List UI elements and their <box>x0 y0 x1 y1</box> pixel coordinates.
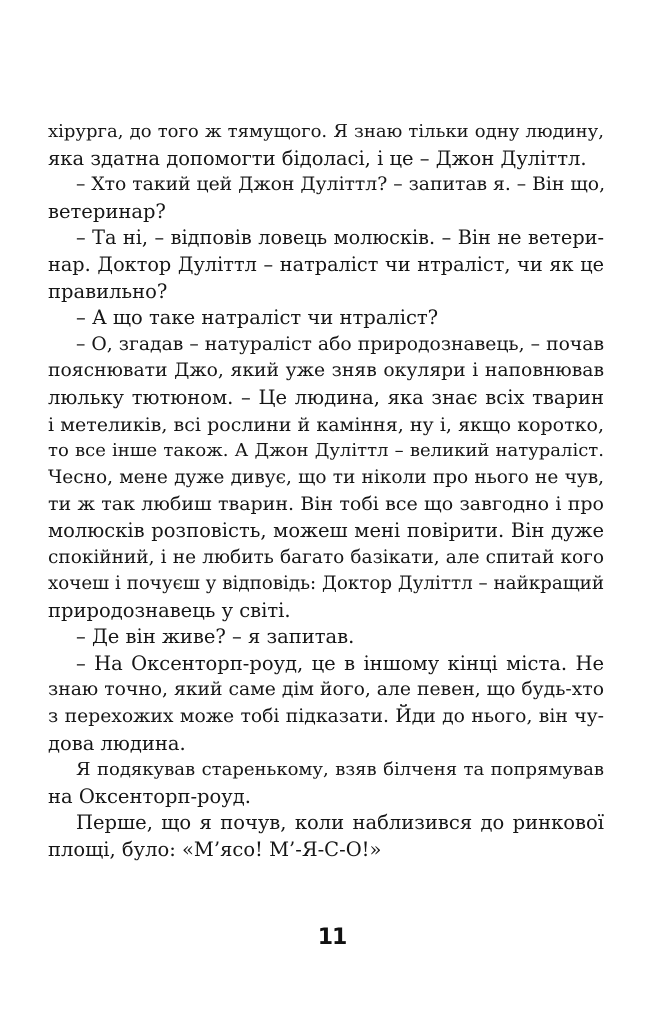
text-line: спокійний, і не любить багато базікати, але спитай кого <box>48 546 604 568</box>
text-line: з перехожих може тобі підказати. Йди до нього, він чу- <box>48 706 604 728</box>
text-line: природознавець у світі. <box>48 598 291 622</box>
text-line: ветеринар? <box>48 199 166 223</box>
text-line: дова людина. <box>48 731 186 755</box>
body-text <box>48 119 604 864</box>
text-line: Я подякував старенькому, взяв білченя та попрямував <box>76 759 604 781</box>
text-line: Чесно, мене дуже дивує, що ти ніколи про нього не чув, <box>48 466 604 488</box>
text-line: правильно? <box>48 279 168 303</box>
text-line: – Хто такий цей Джон Дуліттл? – запитав я. – Він що, <box>76 174 606 196</box>
text-line: люльку тютюном. – Це людина, яка знає всіх тварин <box>48 385 604 409</box>
text-line: на Оксенторп-роуд. <box>48 784 251 808</box>
text-line: яка здатна допомогти бідоласі, і це – Джон Дуліттл. <box>48 146 587 170</box>
text-line: – Де він живе? – я запитав. <box>76 625 355 649</box>
text-line: і метеликів, всі рослини й каміння, ну і, якщо коротко, <box>48 413 604 436</box>
text-line: ти ж так любиш тварин. Він тобі все що завгодно і про <box>48 493 604 516</box>
text-line: – Та ні, – відповів ловець молюсків. – Він не ветери- <box>76 226 604 250</box>
text-line: хірурга, до того ж тямущого. Я знаю тільки одну людину, <box>48 121 604 142</box>
text-line: – О, згадав – натураліст або природознавець, – почав <box>76 333 604 355</box>
text-line: Перше, що я почув, коли наблизився до ринкової <box>76 811 604 835</box>
text-line: знаю точно, який саме дім його, але певен, що будь-хто <box>48 679 604 701</box>
text-line: молюсків розповість, можеш мені повірити. Він дуже <box>48 518 604 542</box>
text-line: хочеш і почуєш у відповідь: Доктор Дуліттл – найкращий <box>48 573 604 595</box>
text-line: площі, було: «М’ясо! М’-Я-С-О!» <box>48 838 382 862</box>
text-line: нар. Доктор Дуліттл – натраліст чи нтраліст, чи як це <box>48 252 604 276</box>
text-line: пояснювати Джо, який уже зняв окуляри і наповнював <box>48 360 604 382</box>
text-line: – На Оксенторп-роуд, це в іншому кінці міста. Не <box>76 651 604 675</box>
text-line: то все інше також. А Джон Дуліттл – великий натураліст. <box>48 440 604 462</box>
page-number: 11 <box>317 925 347 950</box>
text-line: – А що таке натраліст чи нтраліст? <box>76 306 439 330</box>
